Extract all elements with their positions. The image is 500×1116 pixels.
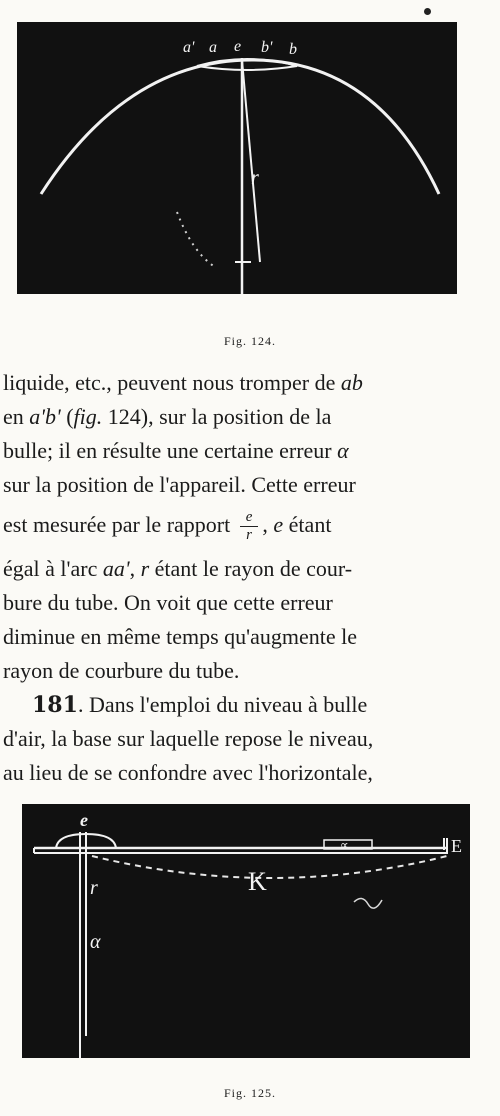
text-line: liquide, etc., peuvent nous tromper de ab — [3, 370, 363, 395]
text-line: au lieu de se confondre avec l'horizontale, — [3, 760, 373, 785]
label-r: r — [251, 167, 259, 189]
figure-124 — [17, 22, 457, 294]
text-line: sur la position de l'appareil. Cette erreur — [3, 472, 356, 497]
label-a: a — [209, 39, 217, 56]
text-line: en a'b' (fig. 124), sur la position de la — [3, 404, 332, 429]
figure-125-caption: Fig. 125. — [223, 1086, 276, 1100]
figure-125 — [22, 804, 470, 1058]
figure-124-drawing — [17, 22, 457, 294]
text-line: bulle; il en résulte une certaine erreur α — [3, 438, 349, 463]
figure-125-drawing — [22, 804, 470, 1058]
text-line: d'air, la base sur laquelle repose le niveau, — [3, 726, 374, 751]
label-b-prime: b' — [261, 39, 273, 56]
label-r: r — [90, 877, 98, 899]
text-line: diminue en même temps qu'augmente le — [3, 624, 358, 649]
text-line: rayon de courbure du tube. — [3, 658, 240, 683]
label-K: K — [248, 867, 267, 896]
label-alpha: α — [90, 931, 101, 953]
text-line: bure du tube. On voit que cette erreur — [3, 590, 333, 615]
fraction-e-over-r: $\frac{e}{r}$ — [240, 509, 259, 544]
label-alpha-small: ∝ — [340, 838, 349, 852]
text-line: égal à l'arc aa', r étant le rayon de cour- — [3, 556, 353, 581]
label-a-prime: a' — [183, 39, 195, 56]
label-b: b — [289, 41, 297, 58]
label-E: E — [451, 836, 462, 856]
text-line: 181. Dans l'emploi du niveau à bulle — [32, 692, 368, 718]
text-line: est mesurée par le rapport $\frac{e}{r}$ , e étant — [3, 509, 332, 544]
ink-speck — [424, 8, 431, 15]
label-e: e — [80, 810, 88, 830]
figure-124-caption: Fig. 124. — [223, 334, 276, 348]
label-e: e — [234, 38, 242, 55]
section-number: 181 — [32, 692, 78, 718]
